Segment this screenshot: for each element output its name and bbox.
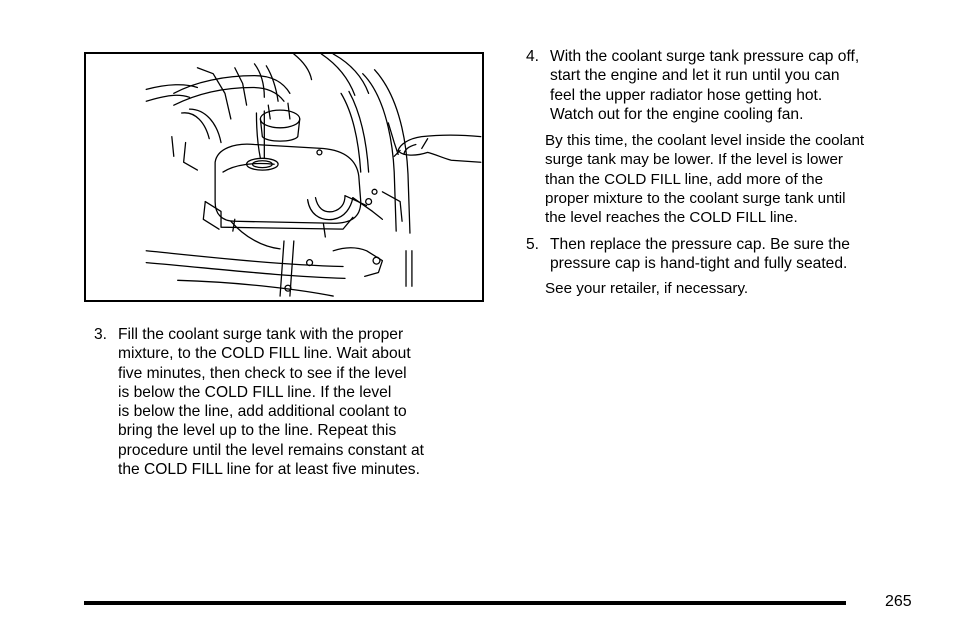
- step-number: 5.: [526, 236, 540, 253]
- step-4: [526, 47, 926, 127]
- step-text: Then replace the pressure cap. Be sure the pressure cap is hand-tight and fully seated.: [550, 236, 850, 273]
- step-number: 4.: [526, 48, 540, 65]
- step-3: [94, 325, 484, 485]
- step-4-note: By this time, the coolant level inside the coolant surge tank may be lower. If the level is lower than the COLD FILL line, add more of the proper mixture to the coolant surge tank until the level reaches the COLD FILL line.: [545, 132, 865, 227]
- page-number: 265: [885, 593, 912, 610]
- step-text: With the coolant surge tank pressure cap off, start the engine and let it run until you can feel the upper radiator hose getting hot. Watch out for the engine cooling fan.: [550, 48, 860, 123]
- coolant-surge-tank-illustration-icon: [86, 54, 482, 300]
- coolant-surge-tank-figure: [84, 52, 484, 302]
- step-text: Fill the coolant surge tank with the proper mixture, to the COLD FILL line. Wait about five minutes, then check to see if the level is below the COLD FILL line. If the level is below the line, add additional coolant to bring the level up to the line. Repeat this procedure until the level remains constant at the COLD FILL line for at least five minutes.: [118, 326, 424, 479]
- footer-rule: [84, 601, 846, 605]
- step-5-note: See your retailer, if necessary.: [545, 280, 749, 297]
- step-5: [526, 235, 926, 275]
- step-number: 3.: [94, 326, 108, 343]
